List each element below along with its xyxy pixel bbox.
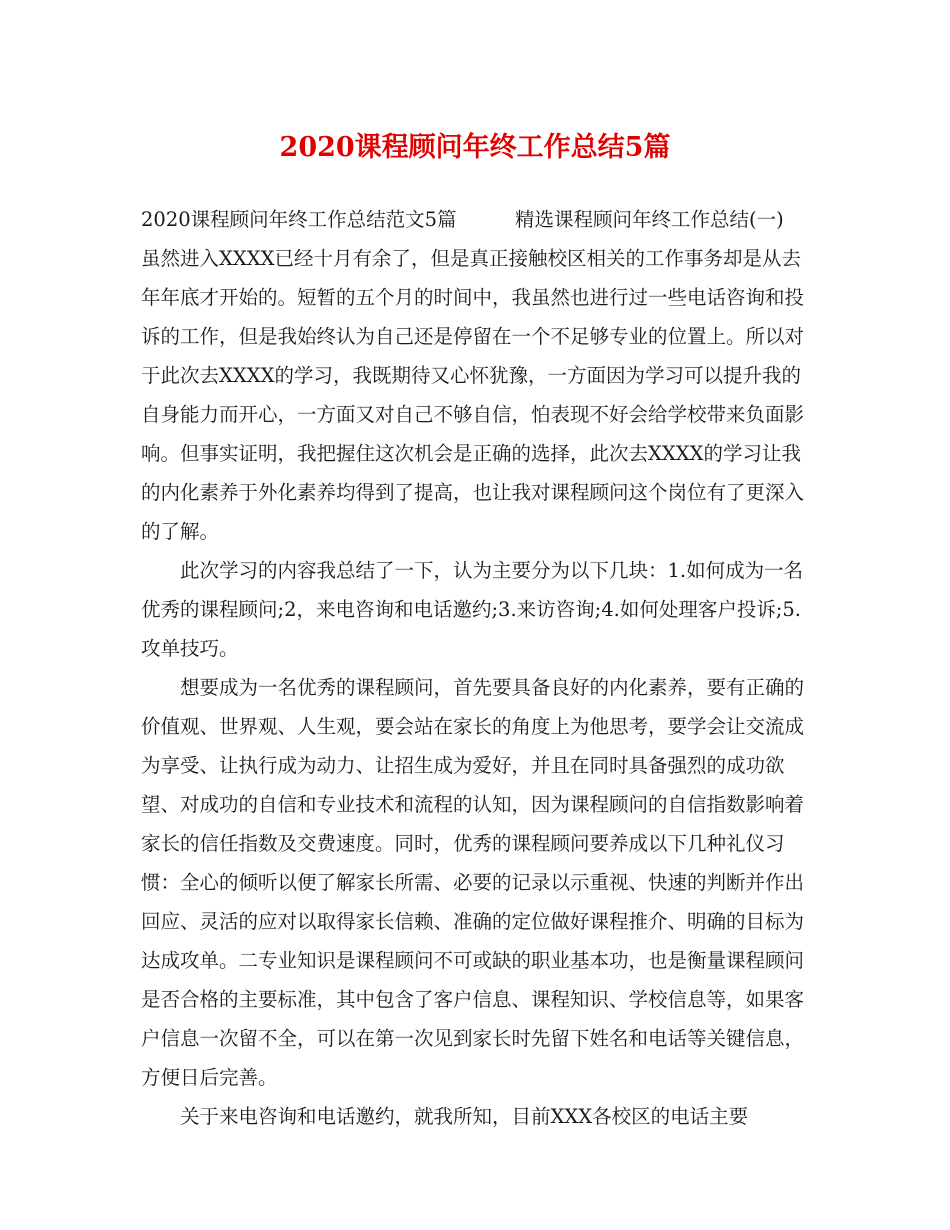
paragraph-phone-consulting: 关于来电咨询和电话邀约，就我所知，目前XXX各校区的电话主要: [180, 1105, 749, 1128]
document-title: 2020课程顾问年终工作总结5篇: [279, 132, 671, 163]
paragraph-summary: 此次学习的内容我总结了一下，认为主要分为以下几块：1.如何成为一名优秀的课程顾问;2，来电咨询和电话邀约;3.来访咨询;4.如何处理客户投诉;5.攻单技巧。: [141, 559, 804, 660]
document-body: [141, 200, 843, 1136]
paragraph-qualities: 想要成为一名优秀的课程顾问，首先要具备良好的内化素养，要有正确的价值观、世界观、人生观，要会站在家长的角度上为他思考，要学会让交流成为享受、让执行成为动力、让招生成为爱好，并且在同时具备强烈的成功欲望、对成功的自信和专业技术和流程的认知，因为课程顾问的自信指数影响着家长的信任指数及交费速度。同时，优秀的课程顾问要养成以下几种礼仪习惯：全心的倾听以便了解家长所需、必要的记录以示重视、快速的判断并作出回应、灵活的应对以取得家长信赖、准确的定位做好课程推介、明确的目标为达成攻单。二专业知识是课程顾问不可或缺的职业基本功，也是衡量课程顾问是否合格的主要标准，其中包含了客户信息、课程知识、学校信息等，如果客户信息一次留不全，可以在第一次见到家长时先留下姓名和电话等关键信息，方便日后完善。: [141, 676, 805, 1089]
paragraph-intro: 2020课程顾问年终工作总结范文5篇 精选课程顾问年终工作总结(一) 虽然进入XXXX已经十月有余了，但是真正接触校区相关的工作事务却是从去年年底才开始的。短暂的五个月的时间中，我虽然也进行过一些电话咨询和投诉的工作，但是我始终认为自己还是停留在一个不足够专业的位置上。所以对于此次去XXXX的学习，我既期待又心怀犹豫，一方面因为学习可以提升我的自身能力而开心，一方面又对自己不够自信，怕表现不好会给学校带来负面影响。但事实证明，我把握住这次机会是正确的选择，此次去XXXX的学习让我的内化素养于外化素养均得到了提高，也让我对课程顾问这个岗位有了更深入的了解。: [141, 208, 843, 543]
